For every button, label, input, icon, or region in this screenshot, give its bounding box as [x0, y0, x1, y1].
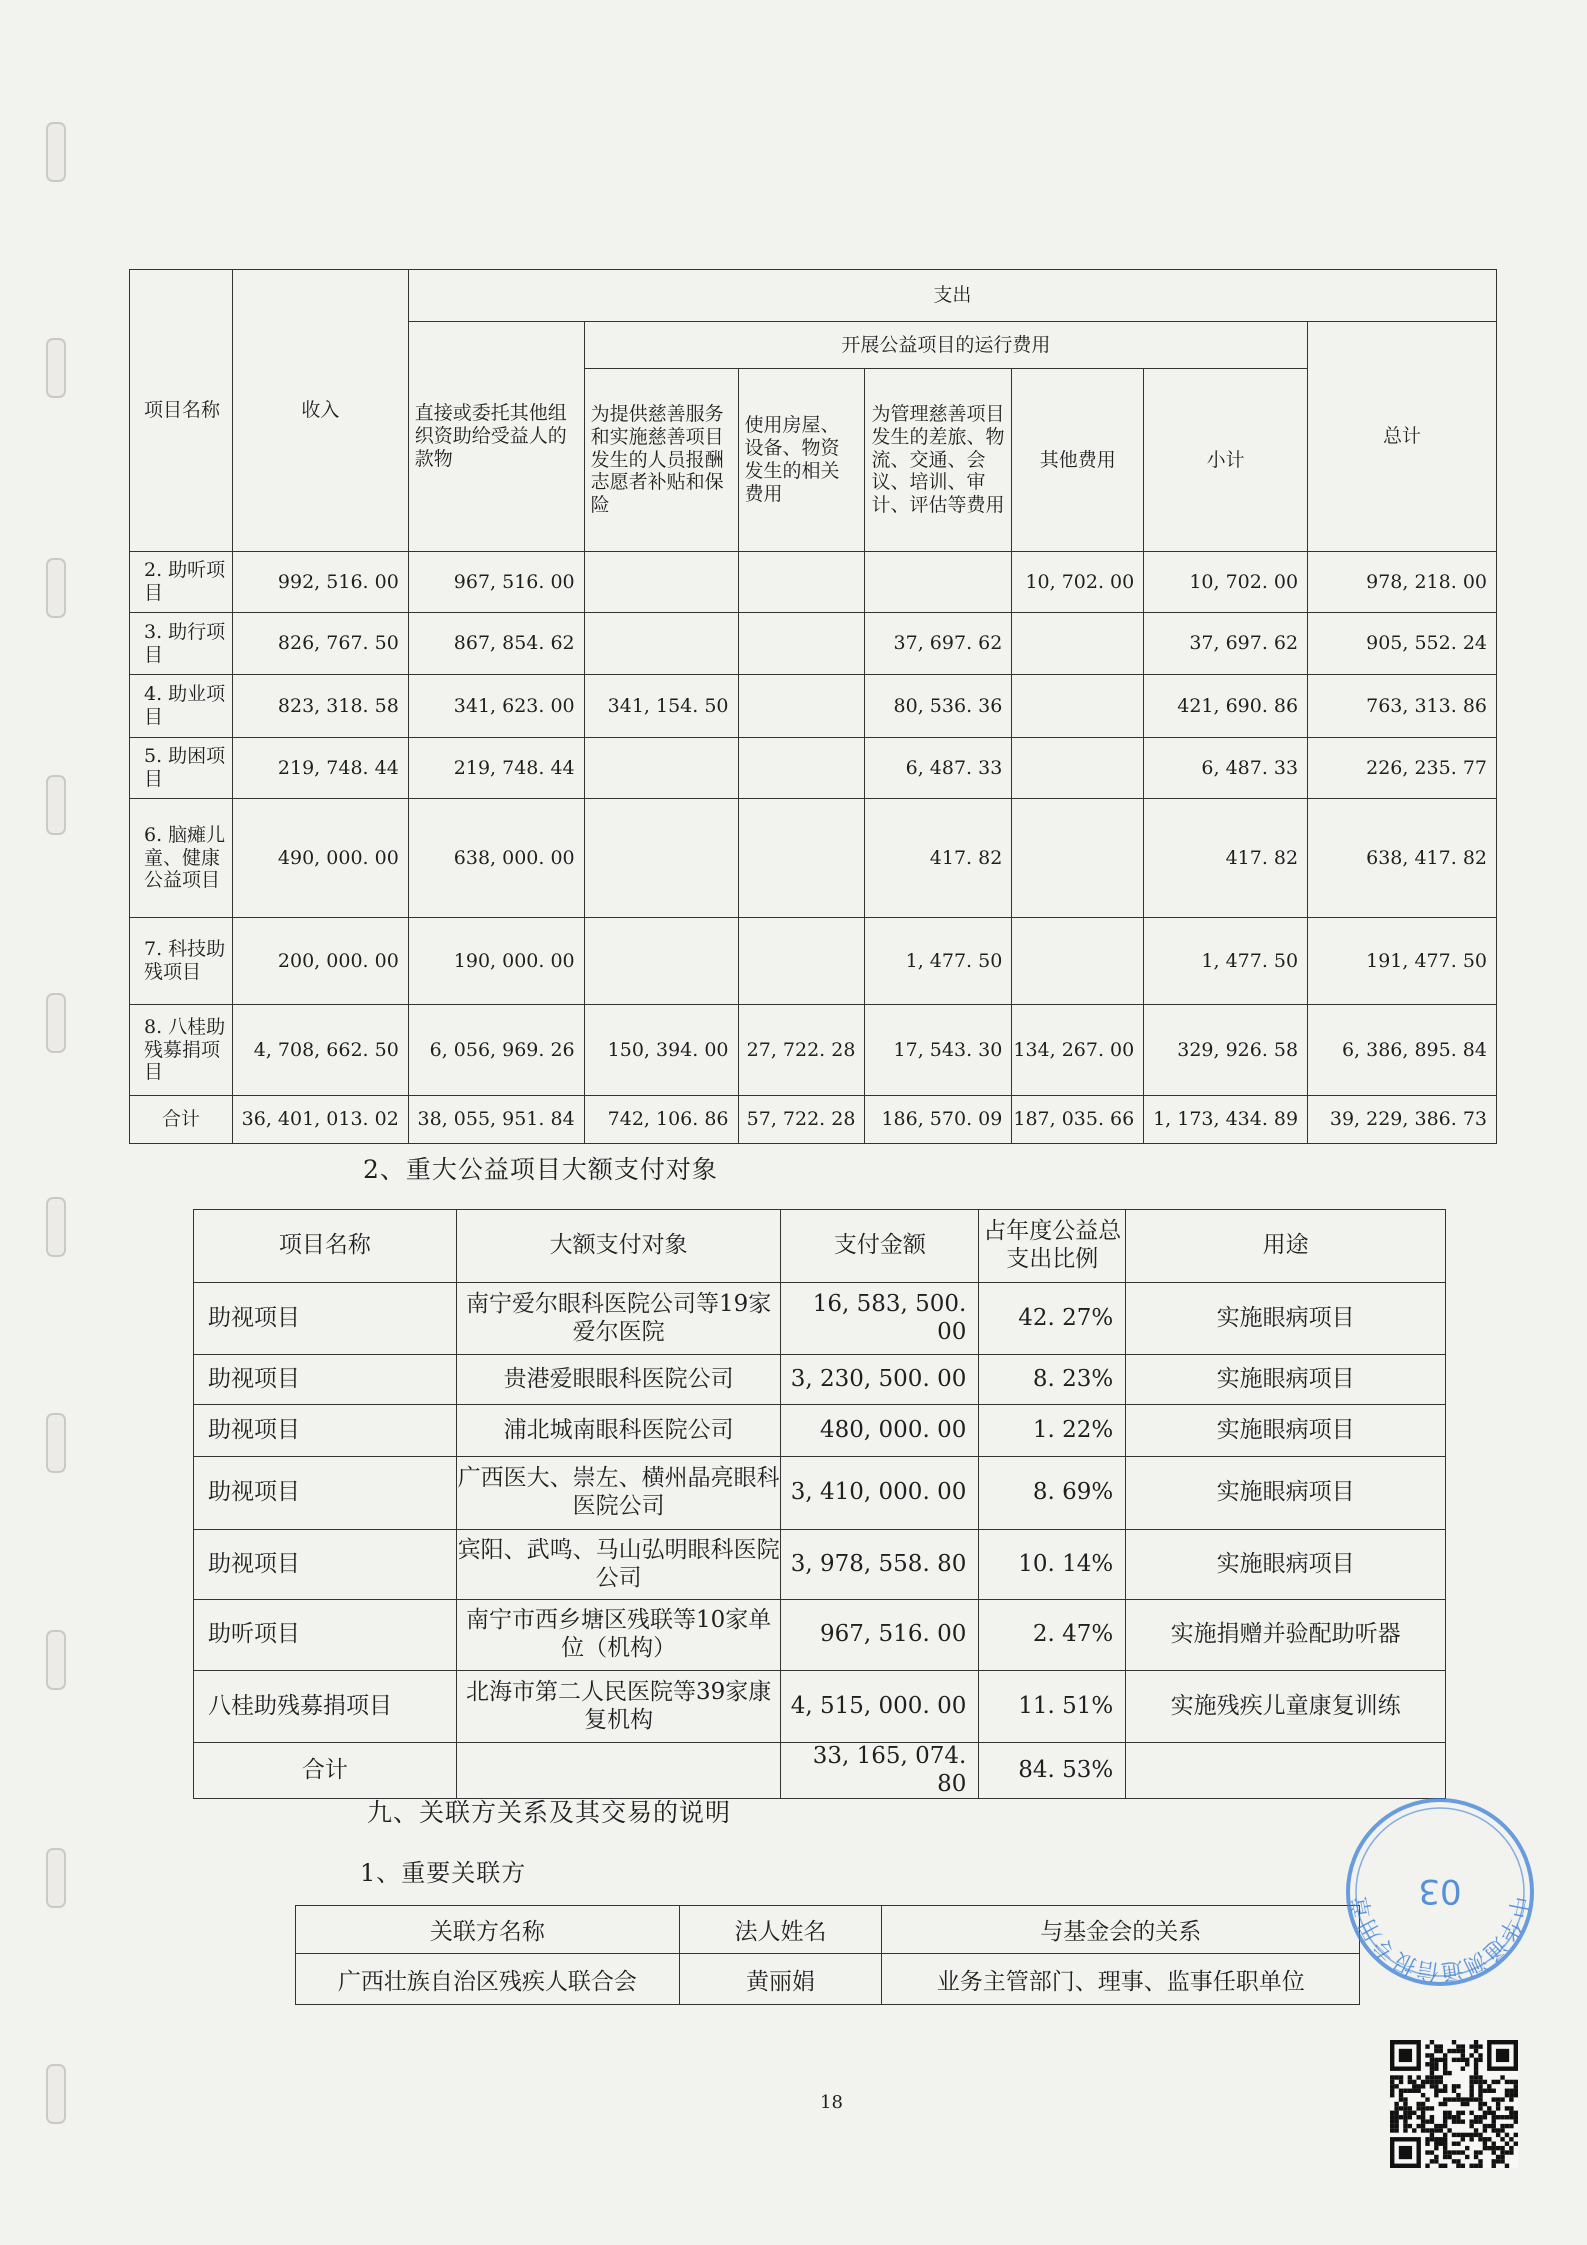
section-heading: 九、关联方关系及其交易的说明: [367, 1798, 732, 1827]
large-payment-table: [193, 1209, 1446, 1799]
table-total-row: 合计 36, 401, 013. 02 38, 055, 951. 84 742, 106. 86 57, 722. 28 186, 570. 09 187, 035. 66 1, 173, 434. 89 39, 229, 386. 73: [130, 1096, 1497, 1144]
binder-hole: [46, 775, 66, 835]
binder-hole: [46, 558, 66, 618]
table-row: 八桂助残募捐项目 北海市第二人民医院等39家康复机构 4, 515, 000. 00 11. 51% 实施残疾儿童康复训练: [194, 1671, 1446, 1743]
table-row: 3. 助行项目 826, 767. 50 867, 854. 62 37, 697. 62 37, 697. 62 905, 552. 24: [130, 613, 1497, 675]
seal-number: 03: [1418, 1871, 1462, 1911]
header-expense: 支出: [408, 270, 1496, 322]
seal-stamp: [1340, 1792, 1540, 1992]
table-row: 7. 科技助残项目 200, 000. 00 190, 000. 00 1, 477. 50 1, 477. 50 191, 477. 50: [130, 918, 1497, 1005]
header-relation: 与基金会的关系: [882, 1906, 1360, 1954]
header-project-name: 项目名称: [130, 270, 233, 552]
header-amount: 支付金额: [781, 1210, 979, 1283]
binder-hole: [46, 1848, 66, 1908]
header-admin-cost: 为管理慈善项目发生的差旅、物流、交通、会议、培训、审计、评估等费用: [865, 369, 1012, 552]
header-staff-cost: 为提供慈善服务和实施慈善项目发生的人员报酬志愿者补贴和保险: [584, 369, 738, 552]
header-ratio: 占年度公益总支出比例: [979, 1210, 1126, 1283]
table-row: 8. 八桂助残募捐项目 4, 708, 662. 50 6, 056, 969. 26 150, 394. 00 27, 722. 28 17, 543. 30 134, 267. 00 329, 926. 58 6, 386, 895. 84: [130, 1005, 1497, 1096]
header-project-name: 项目名称: [194, 1210, 457, 1283]
seal-text: 中华通测通信报专用章: [1348, 1893, 1532, 1984]
table-row: 2. 助听项目 992, 516. 00 967, 516. 00 10, 702. 00 10, 702. 00 978, 218. 00: [130, 552, 1497, 613]
binder-hole: [46, 122, 66, 182]
table-row: 广西壮族自治区残疾人联合会 黄丽娟 业务主管部门、理事、监事任职单位: [296, 1954, 1360, 2005]
qr-code-icon: [1390, 2040, 1518, 2168]
header-facility-cost: 使用房屋、设备、物资发生的相关费用: [738, 369, 865, 552]
binder-hole: [46, 1630, 66, 1690]
table-row: 助视项目 南宁爱尔眼科医院公司等19家爱尔医院 16, 583, 500. 00 42. 27% 实施眼病项目: [194, 1283, 1446, 1355]
page-number: 18: [820, 2092, 843, 2113]
table-total-row: 合计 33, 165, 074. 80 84. 53%: [194, 1743, 1446, 1799]
binder-hole: [46, 993, 66, 1053]
header-payee: 大额支付对象: [456, 1210, 781, 1283]
table-row: 助视项目 贵港爱眼眼科医院公司 3, 230, 500. 00 8. 23% 实施眼病项目: [194, 1355, 1446, 1405]
table-row: 5. 助困项目 219, 748. 44 219, 748. 44 6, 487. 33 6, 487. 33 226, 235. 77: [130, 738, 1497, 799]
binder-hole: [46, 2064, 66, 2124]
header-purpose: 用途: [1126, 1210, 1446, 1283]
header-subtotal: 小计: [1144, 369, 1308, 552]
binder-hole: [46, 1197, 66, 1257]
table-row: 助视项目 广西医大、崇左、横州晶亮眼科医院公司 3, 410, 000. 00 8. 69% 实施眼病项目: [194, 1457, 1446, 1530]
header-total: 总计: [1308, 322, 1497, 552]
binder-hole: [46, 1413, 66, 1473]
table-row: 4. 助业项目 823, 318. 58 341, 623. 00 341, 154. 50 80, 536. 36 421, 690. 86 763, 313. 86: [130, 675, 1497, 738]
table-row: 助视项目 浦北城南眼科医院公司 480, 000. 00 1. 22% 实施眼病项目: [194, 1405, 1446, 1457]
table-row: 助听项目 南宁市西乡塘区残联等10家单位（机构） 967, 516. 00 2. 47% 实施捐赠并验配助听器: [194, 1600, 1446, 1671]
project-expense-table: [129, 269, 1497, 1144]
binder-hole: [46, 338, 66, 398]
table-row: 助视项目 宾阳、武鸣、马山弘明眼科医院公司 3, 978, 558. 80 10. 14% 实施眼病项目: [194, 1530, 1446, 1600]
subsection-heading: 1、重要关联方: [360, 1859, 527, 1887]
table-row: 6. 脑瘫儿童、健康公益项目 490, 000. 00 638, 000. 00 417. 82 417. 82 638, 417. 82: [130, 799, 1497, 918]
header-income: 收入: [232, 270, 408, 552]
header-direct-aid: 直接或委托其他组织资助给受益人的款物: [408, 322, 584, 552]
header-operating-cost: 开展公益项目的运行费用: [584, 322, 1307, 369]
section-heading: 2、重大公益项目大额支付对象: [363, 1155, 718, 1184]
header-legal-person: 法人姓名: [679, 1906, 882, 1954]
related-party-table: [295, 1905, 1360, 2005]
header-related-party: 关联方名称: [296, 1906, 680, 1954]
header-other-cost: 其他费用: [1012, 369, 1144, 552]
